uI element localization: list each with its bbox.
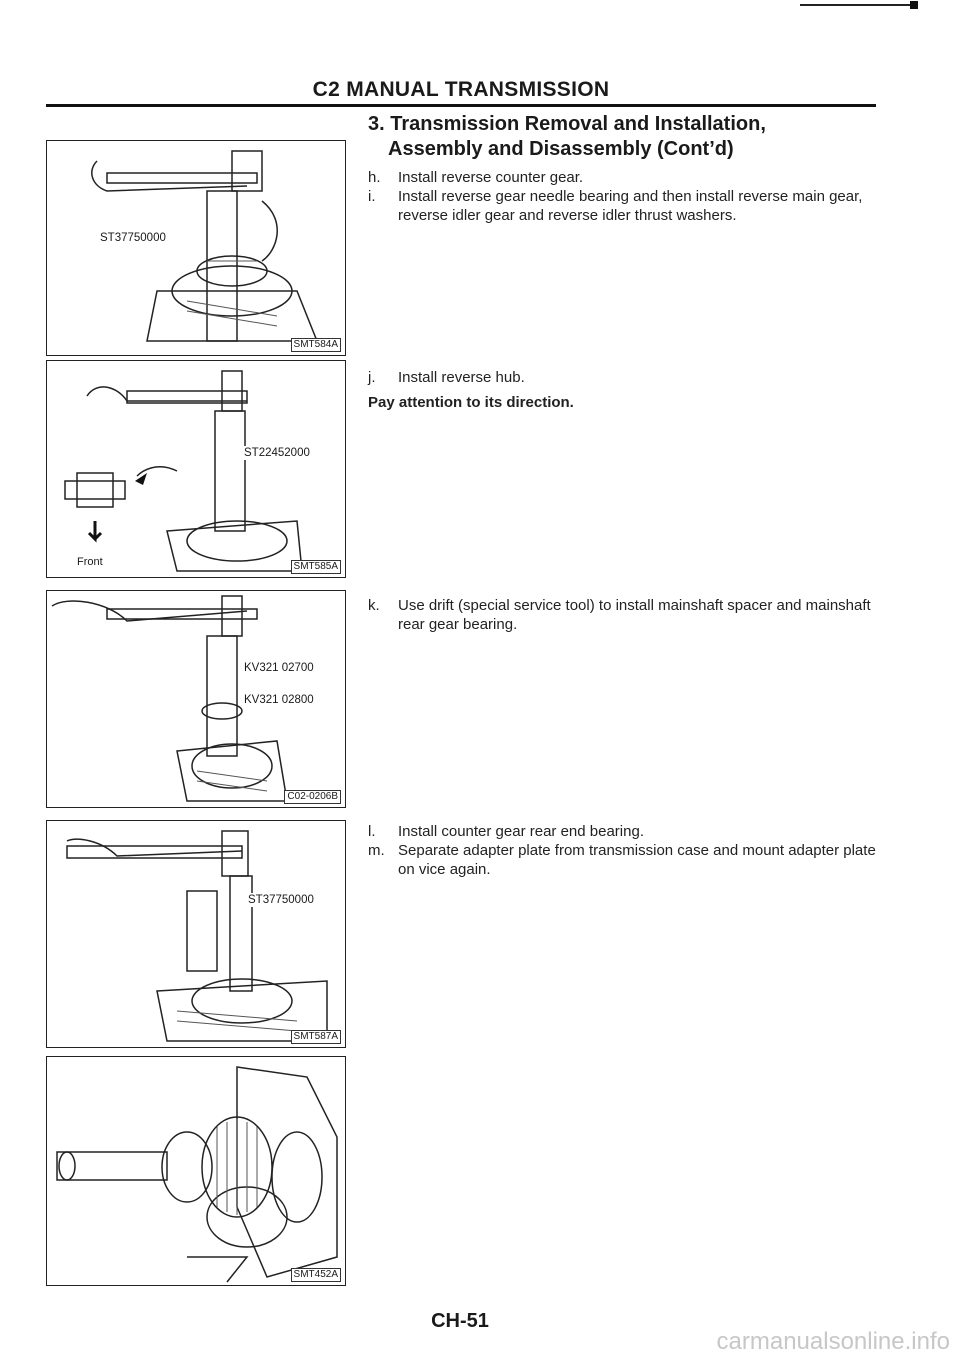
step-text: Install reverse hub. bbox=[398, 369, 525, 386]
tool-number-label: KV321 02700 bbox=[244, 662, 314, 674]
tool-number-label: ST37750000 bbox=[248, 894, 314, 906]
figure-illustration bbox=[47, 141, 344, 354]
steps-l-m bbox=[368, 822, 878, 879]
figure-counter-gear-bearing bbox=[46, 820, 346, 1048]
step-l bbox=[368, 822, 878, 841]
figure-reverse-counter-gear bbox=[46, 140, 346, 356]
figure-adapter-plate bbox=[46, 1056, 346, 1286]
page-number: CH-51 bbox=[431, 1310, 489, 1332]
figure-illustration bbox=[47, 361, 344, 576]
top-edge-mark bbox=[800, 4, 918, 6]
header-rule bbox=[46, 104, 876, 107]
steps-j bbox=[368, 368, 878, 412]
steps-h-i bbox=[368, 168, 878, 225]
figure-reverse-hub bbox=[46, 360, 346, 578]
watermark: carmanualsonline.info bbox=[716, 1328, 950, 1355]
step-h bbox=[368, 168, 878, 187]
step-marker: i. bbox=[368, 188, 376, 205]
step-text: Install reverse gear needle bearing and then install reverse main gear, reverse idler gear and reverse idler thrust washers. bbox=[398, 188, 863, 224]
section-title-line1: 3. Transmission Removal and Installation, bbox=[368, 113, 766, 135]
step-text: Separate adapter plate from transmission case and mount adapter plate on vice again. bbox=[398, 842, 876, 878]
step-marker: h. bbox=[368, 169, 381, 186]
step-k bbox=[368, 596, 878, 634]
figure-mainshaft-spacer bbox=[46, 590, 346, 808]
figure-illustration bbox=[47, 821, 344, 1046]
step-i bbox=[368, 187, 878, 225]
step-marker: j. bbox=[368, 369, 376, 386]
step-text: Install reverse counter gear. bbox=[398, 169, 584, 186]
step-m bbox=[368, 841, 878, 879]
top-edge-mark-tip bbox=[910, 1, 918, 9]
figure-illustration bbox=[47, 1057, 344, 1284]
figure-code: C02-0206B bbox=[284, 790, 341, 804]
page-header-title: C2 MANUAL TRANSMISSION bbox=[312, 78, 610, 101]
step-marker: k. bbox=[368, 597, 380, 614]
figure-code: SMT452A bbox=[291, 1268, 341, 1282]
section-title bbox=[368, 112, 908, 162]
figure-code: SMT585A bbox=[291, 560, 341, 574]
page-header bbox=[46, 78, 876, 112]
step-marker: l. bbox=[368, 823, 376, 840]
steps-k bbox=[368, 596, 878, 634]
figure-code: SMT587A bbox=[291, 1030, 341, 1044]
tool-number-label: ST37750000 bbox=[100, 232, 166, 244]
step-j-note: Pay attention to its direction. bbox=[368, 394, 574, 411]
tool-number-label: KV321 02800 bbox=[244, 694, 314, 706]
figure-code: SMT584A bbox=[291, 338, 341, 352]
section-title-line2: Assembly and Disassembly (Cont’d) bbox=[388, 138, 734, 160]
front-direction-label: Front bbox=[77, 556, 103, 568]
step-j bbox=[368, 368, 878, 387]
step-text: Install counter gear rear end bearing. bbox=[398, 823, 644, 840]
step-text: Use drift (special service tool) to install mainshaft spacer and mainshaft rear gear bearing. bbox=[398, 597, 871, 633]
step-marker: m. bbox=[368, 842, 385, 859]
tool-number-label: ST22452000 bbox=[244, 447, 310, 459]
